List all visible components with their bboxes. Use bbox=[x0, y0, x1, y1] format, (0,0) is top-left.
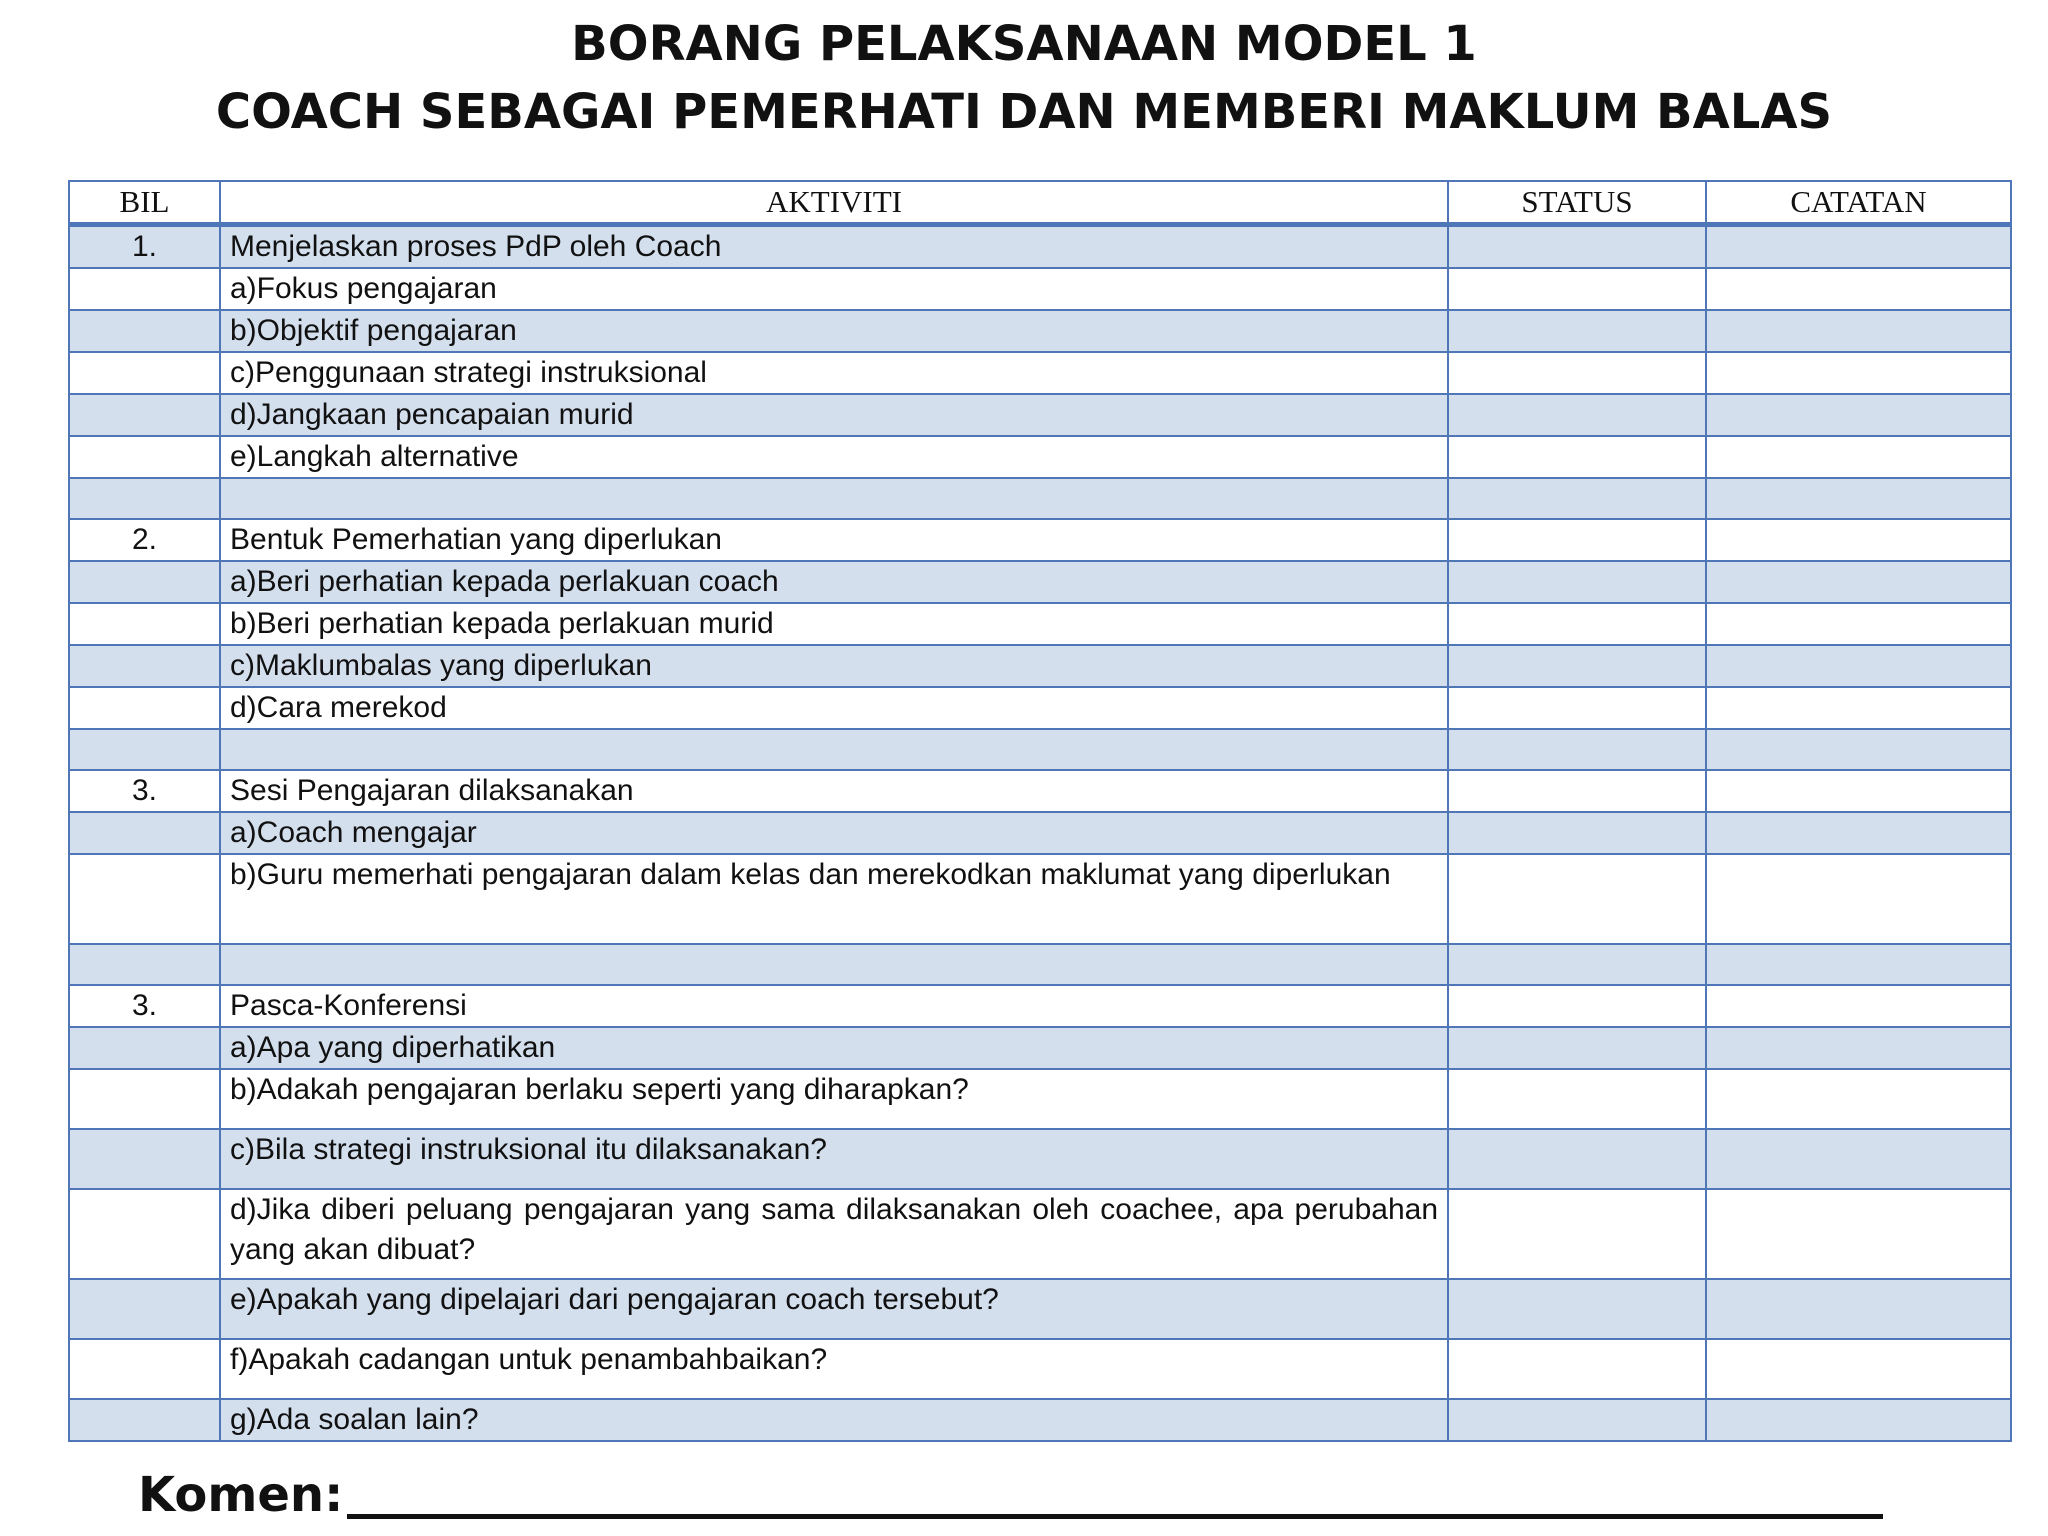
status-cell[interactable] bbox=[1448, 854, 1706, 944]
table-row bbox=[69, 687, 2011, 729]
status-cell[interactable] bbox=[1448, 944, 1706, 985]
table-row bbox=[69, 1399, 2011, 1441]
table-row bbox=[69, 1129, 2011, 1189]
table-row bbox=[69, 436, 2011, 478]
bil-cell bbox=[69, 1339, 220, 1399]
status-cell[interactable] bbox=[1448, 478, 1706, 519]
table-header-row bbox=[69, 181, 2011, 225]
catatan-cell[interactable] bbox=[1706, 1279, 2011, 1339]
aktiviti-cell: c)Bila strategi instruksional itu dilaksanakan? bbox=[220, 1129, 1448, 1189]
table-row bbox=[69, 225, 2011, 269]
catatan-cell[interactable] bbox=[1706, 1027, 2011, 1069]
aktiviti-cell: Menjelaskan proses PdP oleh Coach bbox=[220, 225, 1448, 269]
column-header-bil: BIL bbox=[69, 181, 220, 225]
table-row bbox=[69, 854, 2011, 944]
aktiviti-cell: d)Cara merekod bbox=[220, 687, 1448, 729]
aktiviti-cell: g)Ada soalan lain? bbox=[220, 1399, 1448, 1441]
bil-cell: 2. bbox=[69, 519, 220, 561]
aktiviti-cell: a)Apa yang diperhatikan bbox=[220, 1027, 1448, 1069]
bil-cell bbox=[69, 812, 220, 854]
status-cell[interactable] bbox=[1448, 603, 1706, 645]
table-row bbox=[69, 985, 2011, 1027]
status-cell[interactable] bbox=[1448, 645, 1706, 687]
catatan-cell[interactable] bbox=[1706, 687, 2011, 729]
aktiviti-cell: b)Adakah pengajaran berlaku seperti yang diharapkan? bbox=[220, 1069, 1448, 1129]
table-row bbox=[69, 394, 2011, 436]
form-title: BORANG PELAKSANAAN MODEL 1 bbox=[571, 16, 1477, 72]
catatan-cell[interactable] bbox=[1706, 812, 2011, 854]
catatan-cell[interactable] bbox=[1706, 268, 2011, 310]
komen-field bbox=[138, 1456, 1883, 1523]
catatan-cell[interactable] bbox=[1706, 352, 2011, 394]
bil-cell bbox=[69, 561, 220, 603]
table-row bbox=[69, 770, 2011, 812]
aktiviti-cell: d)Jangkaan pencapaian murid bbox=[220, 394, 1448, 436]
form-subtitle: COACH SEBAGAI PEMERHATI DAN MEMBERI MAKLUM BALAS bbox=[215, 84, 1833, 140]
catatan-cell[interactable] bbox=[1706, 985, 2011, 1027]
status-cell[interactable] bbox=[1448, 985, 1706, 1027]
status-cell[interactable] bbox=[1448, 352, 1706, 394]
aktiviti-cell: b)Objektif pengajaran bbox=[220, 310, 1448, 352]
status-cell[interactable] bbox=[1448, 436, 1706, 478]
aktiviti-cell: b)Guru memerhati pengajaran dalam kelas dan merekodkan maklumat yang diperlukan bbox=[220, 854, 1448, 944]
aktiviti-cell: e)Apakah yang dipelajari dari pengajaran coach tersebut? bbox=[220, 1279, 1448, 1339]
status-cell[interactable] bbox=[1448, 268, 1706, 310]
aktiviti-cell: a)Fokus pengajaran bbox=[220, 268, 1448, 310]
aktiviti-cell: Bentuk Pemerhatian yang diperlukan bbox=[220, 519, 1448, 561]
komen-blank-line[interactable] bbox=[347, 1464, 1883, 1519]
aktiviti-cell bbox=[220, 729, 1448, 770]
catatan-cell[interactable] bbox=[1706, 394, 2011, 436]
status-cell[interactable] bbox=[1448, 1339, 1706, 1399]
table-row bbox=[69, 352, 2011, 394]
aktiviti-cell: b)Beri perhatian kepada perlakuan murid bbox=[220, 603, 1448, 645]
bil-cell bbox=[69, 1279, 220, 1339]
status-cell[interactable] bbox=[1448, 225, 1706, 269]
catatan-cell[interactable] bbox=[1706, 561, 2011, 603]
catatan-cell[interactable] bbox=[1706, 1129, 2011, 1189]
status-cell[interactable] bbox=[1448, 729, 1706, 770]
table-row bbox=[69, 1069, 2011, 1129]
catatan-cell[interactable] bbox=[1706, 478, 2011, 519]
table-row bbox=[69, 812, 2011, 854]
catatan-cell[interactable] bbox=[1706, 944, 2011, 985]
bil-cell: 1. bbox=[69, 225, 220, 269]
status-cell[interactable] bbox=[1448, 310, 1706, 352]
bil-cell bbox=[69, 1069, 220, 1129]
status-cell[interactable] bbox=[1448, 1279, 1706, 1339]
table-row bbox=[69, 478, 2011, 519]
bil-cell bbox=[69, 1027, 220, 1069]
aktiviti-cell: d)Jika diberi peluang pengajaran yang sama dilaksanakan oleh coachee, apa perubahan yang akan dibuat? bbox=[220, 1189, 1448, 1279]
bil-cell bbox=[69, 478, 220, 519]
bil-cell: 3. bbox=[69, 985, 220, 1027]
activity-table bbox=[68, 180, 2012, 1442]
aktiviti-cell: c)Maklumbalas yang diperlukan bbox=[220, 645, 1448, 687]
table-row bbox=[69, 519, 2011, 561]
aktiviti-cell: Pasca-Konferensi bbox=[220, 985, 1448, 1027]
table-row bbox=[69, 729, 2011, 770]
bil-cell bbox=[69, 645, 220, 687]
catatan-cell[interactable] bbox=[1706, 436, 2011, 478]
bil-cell bbox=[69, 436, 220, 478]
status-cell[interactable] bbox=[1448, 812, 1706, 854]
status-cell[interactable] bbox=[1448, 1399, 1706, 1441]
table-row bbox=[69, 645, 2011, 687]
catatan-cell[interactable] bbox=[1706, 770, 2011, 812]
catatan-cell[interactable] bbox=[1706, 854, 2011, 944]
catatan-cell[interactable] bbox=[1706, 310, 2011, 352]
table-row bbox=[69, 603, 2011, 645]
bil-cell bbox=[69, 687, 220, 729]
aktiviti-cell: a)Beri perhatian kepada perlakuan coach bbox=[220, 561, 1448, 603]
catatan-cell[interactable] bbox=[1706, 225, 2011, 269]
table-row bbox=[69, 561, 2011, 603]
aktiviti-cell: f)Apakah cadangan untuk penambahbaikan? bbox=[220, 1339, 1448, 1399]
bil-cell bbox=[69, 394, 220, 436]
column-header-catatan: CATATAN bbox=[1706, 181, 2011, 225]
table-row bbox=[69, 944, 2011, 985]
status-cell[interactable] bbox=[1448, 687, 1706, 729]
aktiviti-cell: e)Langkah alternative bbox=[220, 436, 1448, 478]
aktiviti-cell bbox=[220, 944, 1448, 985]
bil-cell bbox=[69, 854, 220, 944]
aktiviti-cell: a)Coach mengajar bbox=[220, 812, 1448, 854]
bil-cell bbox=[69, 603, 220, 645]
catatan-cell[interactable] bbox=[1706, 1399, 2011, 1441]
bil-cell bbox=[69, 1129, 220, 1189]
status-cell[interactable] bbox=[1448, 1027, 1706, 1069]
status-cell[interactable] bbox=[1448, 1069, 1706, 1129]
bil-cell: 3. bbox=[69, 770, 220, 812]
table-body bbox=[69, 225, 2011, 1442]
status-cell[interactable] bbox=[1448, 770, 1706, 812]
table-row bbox=[69, 310, 2011, 352]
aktiviti-cell: Sesi Pengajaran dilaksanakan bbox=[220, 770, 1448, 812]
table-row bbox=[69, 1189, 2011, 1279]
catatan-cell[interactable] bbox=[1706, 603, 2011, 645]
catatan-cell[interactable] bbox=[1706, 1339, 2011, 1399]
status-cell[interactable] bbox=[1448, 519, 1706, 561]
catatan-cell[interactable] bbox=[1706, 645, 2011, 687]
status-cell[interactable] bbox=[1448, 394, 1706, 436]
table-row bbox=[69, 268, 2011, 310]
aktiviti-cell: c)Penggunaan strategi instruksional bbox=[220, 352, 1448, 394]
catatan-cell[interactable] bbox=[1706, 729, 2011, 770]
bil-cell bbox=[69, 1189, 220, 1279]
bil-cell bbox=[69, 1399, 220, 1441]
status-cell[interactable] bbox=[1448, 1189, 1706, 1279]
status-cell[interactable] bbox=[1448, 561, 1706, 603]
aktiviti-cell bbox=[220, 478, 1448, 519]
bil-cell bbox=[69, 729, 220, 770]
table-row bbox=[69, 1027, 2011, 1069]
column-header-status: STATUS bbox=[1448, 181, 1706, 225]
status-cell[interactable] bbox=[1448, 1129, 1706, 1189]
catatan-cell[interactable] bbox=[1706, 1189, 2011, 1279]
table-row bbox=[69, 1279, 2011, 1339]
table-row bbox=[69, 1339, 2011, 1399]
catatan-cell[interactable] bbox=[1706, 1069, 2011, 1129]
catatan-cell[interactable] bbox=[1706, 519, 2011, 561]
bil-cell bbox=[69, 944, 220, 985]
bil-cell bbox=[69, 352, 220, 394]
bil-cell bbox=[69, 268, 220, 310]
column-header-aktiviti: AKTIVITI bbox=[220, 181, 1448, 225]
komen-label: Komen: bbox=[138, 1467, 344, 1523]
bil-cell bbox=[69, 310, 220, 352]
